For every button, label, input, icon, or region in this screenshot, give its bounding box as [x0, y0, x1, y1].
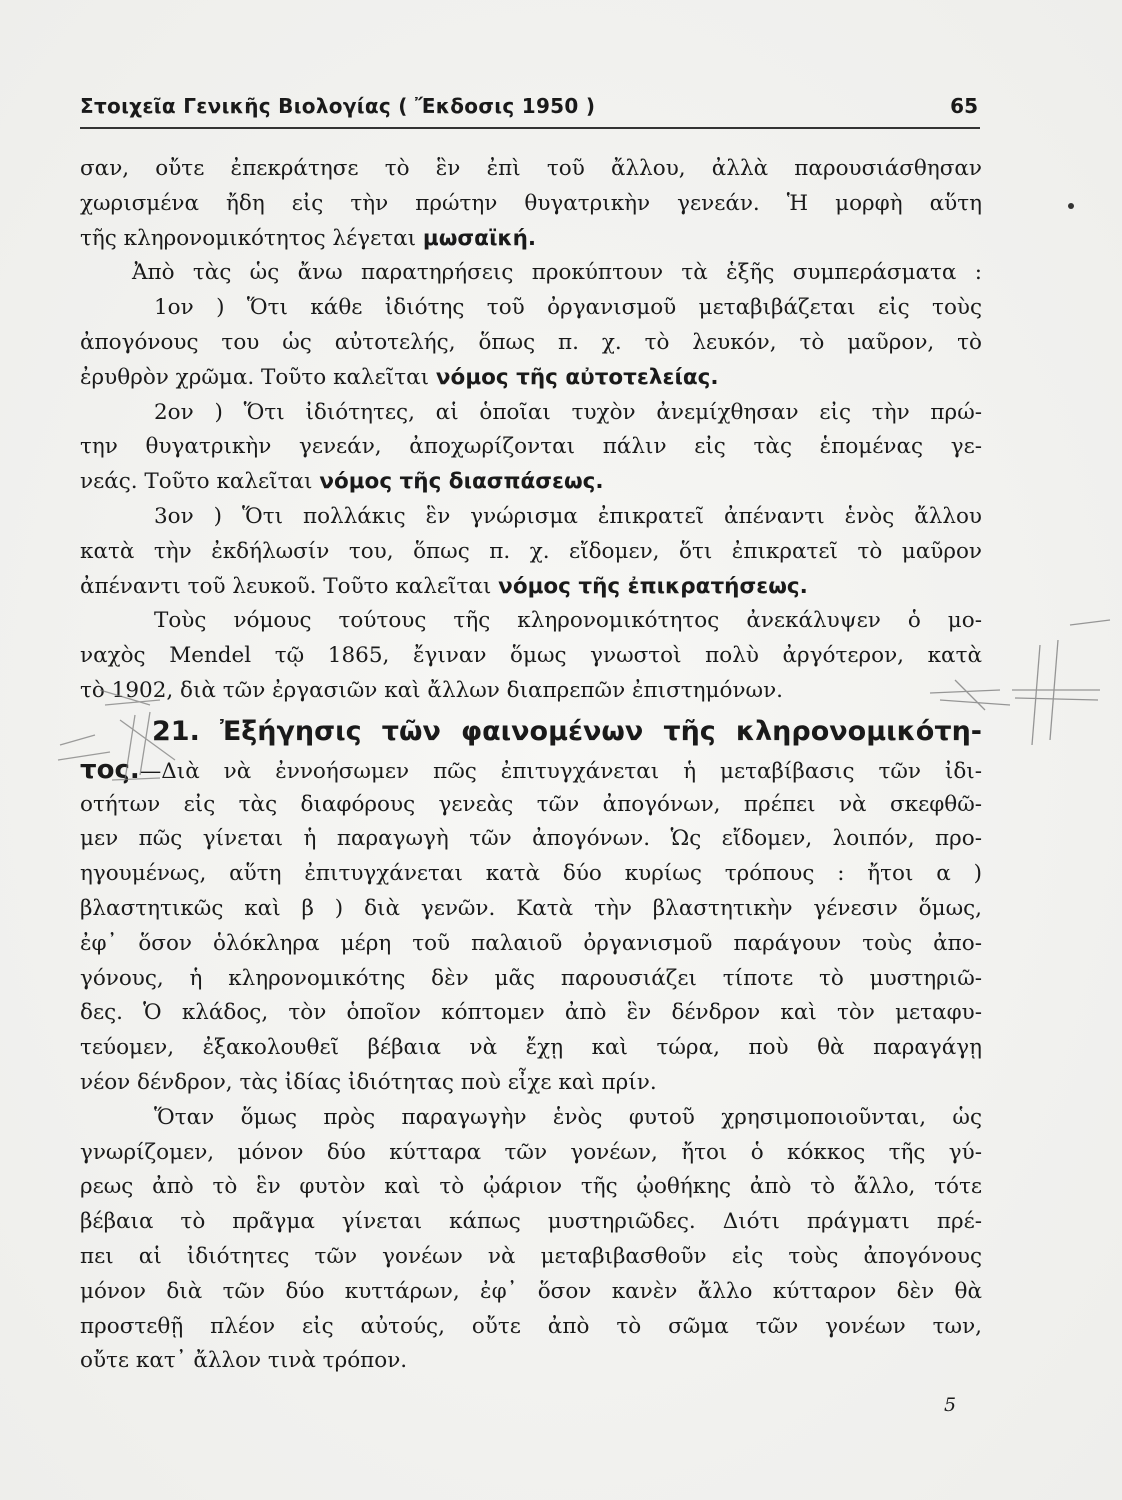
text-line: νέον δένδρον, τὰς ἰδίας ἰδιότητας ποὺ εἶχε καὶ πρίν.	[80, 1069, 657, 1095]
text-line: χωρισμένα ἤδη εἰς τὴν πρώτην θυγατρικὴν γενεάν. Ἡ μορφὴ αὕτη	[80, 190, 982, 216]
text-line: ρεως ἀπὸ τὸ ἓν φυτὸν καὶ τὸ ᾠάριον τῆς ᾠοθήκης ἀπὸ τὸ ἄλλο, τότε	[80, 1174, 982, 1200]
text-line: 1ον ) Ὅτι κάθε ἰδιότης τοῦ ὀργανισμοῦ μεταβιβάζεται εἰς τοὺς	[154, 295, 982, 321]
text-line: μεν πῶς γίνεται ἡ παραγωγὴ τῶν ἀπογόνων. Ὡς εἴδομεν, λοιπόν, προ-	[80, 826, 982, 852]
signature-mark: 5	[944, 1394, 957, 1416]
text-line: Τοὺς νόμους τούτους τῆς κληρονομικότητος ἀνεκάλυψεν ὁ μο-	[154, 608, 982, 634]
text-line: οὔτε κατ᾽ ἄλλον τινὰ τρόπον.	[80, 1348, 408, 1374]
text-line: 2ον ) Ὅτι ἰδιότητες, αἱ ὁποῖαι τυχὸν ἀνεμίχθησαν εἰς τὴν πρώ-	[154, 399, 982, 425]
text-line: τὸ 1902, διὰ τῶν ἐργασιῶν καὶ ἄλλων διαπρεπῶν ἐπιστημόνων.	[80, 677, 783, 703]
text-line-content: τῆς κληρονομικότητος λέγεται	[80, 225, 417, 251]
text-line: προστεθῇ πλέον εἰς αὐτούς, οὔτε ἀπὸ τὸ σῶμα τῶν γονέων των,	[80, 1313, 982, 1339]
text-line: την θυγατρικὴν γενεάν, ἀποχωρίζονται πάλιν εἰς τὰς ἑπομένας γε-	[80, 434, 982, 460]
text-line-content: νεάς. Τοῦτο καλεῖται	[80, 469, 313, 495]
text-line-content: ἀπέναντι τοῦ λευκοῦ. Τοῦτο καλεῖται	[80, 573, 492, 599]
text-line: σαν, οὔτε ἐπεκράτησε τὸ ἓν ἐπὶ τοῦ ἄλλου, ἀλλὰ παρουσιάσθησαν	[80, 156, 982, 181]
term-mosaic: μωσαϊκή.	[422, 225, 537, 251]
text-line-content: ἐρυθρὸν χρῶμα. Τοῦτο καλεῖται	[80, 364, 430, 390]
text-line: Ὅταν ὅμως πρὸς παραγωγὴν ἑνὸς φυτοῦ χρησιμοποιοῦνται, ὡς	[154, 1104, 982, 1130]
text-line: ἀπογόνους του ὡς αὐτοτελής, ὅπως π. χ. τὸ λευκόν, τὸ μαῦρον, τὸ	[80, 329, 982, 355]
pencil-mark-left	[58, 690, 175, 780]
section-heading: 21. Ἐξήγησις τῶν φαινομένων τῆς κληρονομικότη-	[152, 715, 982, 747]
text-line: 3ον ) Ὅτι πολλάκις ἓν γνώρισμα ἐπικρατεῖ ἀπέναντι ἑνὸς ἄλλου	[154, 503, 982, 529]
text-line: γνωρίζομεν, μόνον δύο κύτταρα τῶν γονέων, ἤτοι ὁ κόκκος τῆς γύ-	[80, 1139, 982, 1165]
section-heading-end: τος.	[80, 754, 140, 785]
text-line: βέβαια τὸ πρᾶγμα γίνεται κάπως μυστηριῶδες. Διότι πράγματι πρέ-	[80, 1209, 982, 1235]
header-title: Στοιχεῖα Γενικῆς Βιολογίας ( Ἔκδοσις 1950 )	[80, 94, 596, 118]
pencil-mark-right	[930, 620, 1110, 745]
text-line: τεύομεν, ἐξακολουθεῖ βέβαια νὰ ἔχῃ καὶ τώρα, ποὺ θὰ παραγάγῃ	[80, 1035, 982, 1061]
text-line: ηγουμένως, αὕτη ἐπιτυγχάνεται κατὰ δύο κυρίως τρόπους : ἤτοι α )	[80, 861, 982, 887]
text-line: οτήτων εἰς τὰς διαφόρους γενεὰς τῶν ἀπογόνων, πρέπει νὰ σκεφθῶ-	[80, 791, 982, 817]
text-line: πει αἱ ἰδιότητες τῶν γονέων νὰ μεταβιβασθοῦν εἰς τοὺς ἀπογόνους	[80, 1243, 982, 1269]
term-law-dominance: νόμος τῆς ἐπικρατήσεως.	[498, 573, 808, 599]
text-line: βλαστητικῶς καὶ β ) διὰ γενῶν. Κατὰ τὴν βλαστητικὴν γένεσιν ὅμως,	[80, 895, 982, 921]
term-law-segregation: νόμος τῆς διασπάσεως.	[319, 469, 604, 495]
text-line: μόνον διὰ τῶν δύο κυττάρων, ἐφ᾽ ὅσον κανὲν ἄλλο κύτταρον δὲν θὰ	[80, 1278, 982, 1304]
term-law-autonomy: νόμος τῆς αὐτοτελείας.	[435, 364, 719, 390]
text-line: ναχὸς Mendel τῷ 1865, ἔγιναν ὅμως γνωστοὶ πολὺ ἀργότερον, κατὰ	[80, 643, 982, 669]
text-line-content: —Διὰ νὰ ἐννοήσωμεν πῶς ἐπιτυγχάνεται ἡ μεταβίβασις τῶν ἰδι-	[139, 758, 982, 784]
text-line: γόνους, ἡ κληρονομικότης δὲν μᾶς παρουσιάζει τίποτε τὸ μυστηριῶ-	[80, 965, 982, 991]
text-line: δες. Ὁ κλάδος, τὸν ὁποῖον κόπτομεν ἀπὸ ἓν δένδρον καὶ τὸν μεταφυ-	[80, 1000, 982, 1026]
page-number: 65	[950, 94, 978, 118]
text-line: ἐφ᾽ ὅσον ὁλόκληρα μέρη τοῦ παλαιοῦ ὀργανισμοῦ παράγουν τοὺς ἀπο-	[80, 930, 982, 956]
text-line: Ἀπὸ τὰς ὡς ἄνω παρατηρήσεις προκύπτουν τὰ ἑξῆς συμπεράσματα :	[132, 260, 982, 286]
text-line: κατὰ τὴν ἐκδήλωσίν του, ὅπως π. χ. εἴδομεν, ὅτι ἐπικρατεῖ τὸ μαῦρον	[80, 538, 982, 564]
